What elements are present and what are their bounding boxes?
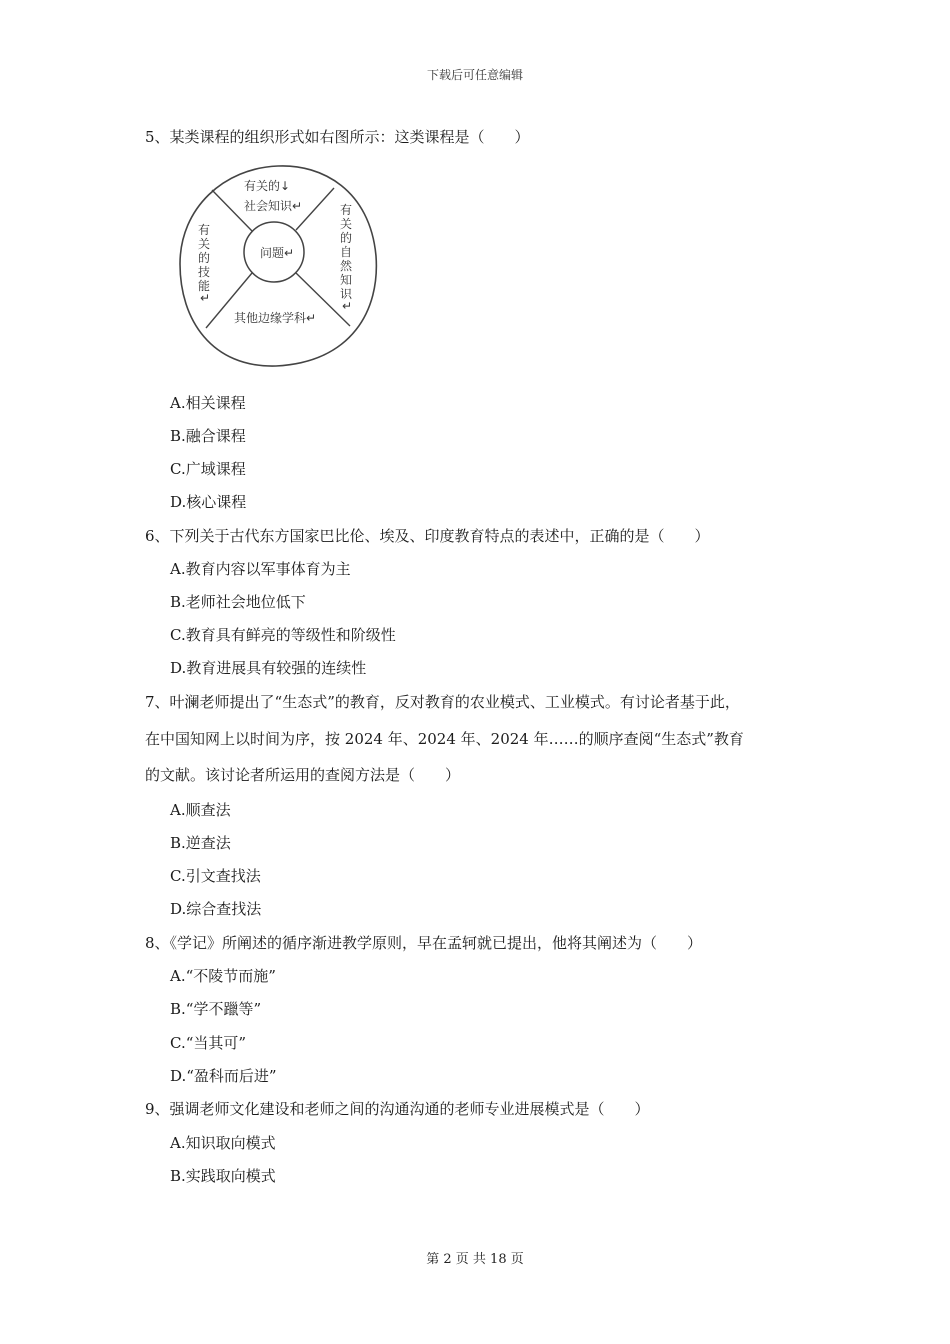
- diagram-top-label-line1: 有关的↓: [244, 179, 291, 193]
- diagram-left-char: 关: [198, 237, 211, 251]
- question-7-stem-line2: 在中国知网上以时间为序，按 2024 年、2024 年、2024 年……的顺序查阅“生态式”教育: [145, 730, 744, 748]
- option-8d: D.“盈科而后进”: [170, 1067, 277, 1085]
- option-8b: B.“学不躐等”: [170, 1000, 262, 1018]
- option-9b: B.实践取向模式: [170, 1167, 276, 1185]
- option-6c: C.教育具有鲜亮的等级性和阶级性: [170, 626, 396, 644]
- option-6d: D.教育进展具有较强的连续性: [170, 659, 367, 677]
- diagram-right-char: 然: [340, 259, 353, 273]
- diagram-left-char: 技: [198, 265, 211, 279]
- question-5-stem: 5、某类课程的组织形式如右图所示：这类课程是（ ）: [145, 128, 530, 146]
- option-5d: D.核心课程: [170, 493, 247, 511]
- diagram-right-char: 识: [340, 287, 353, 301]
- option-7d: D.综合查找法: [170, 900, 262, 918]
- option-7c: C.引文查找法: [170, 867, 261, 885]
- diagram-right-char: 的: [340, 231, 353, 245]
- diagram-right-char: 自: [340, 245, 353, 259]
- option-9a: A.知识取向模式: [170, 1134, 276, 1152]
- option-7a: A.顺查法: [170, 801, 231, 819]
- curriculum-organization-diagram: [172, 160, 384, 372]
- question-9-stem: 9、强调老师文化建设和老师之间的沟通沟通的老师专业进展模式是（ ）: [145, 1100, 650, 1118]
- question-6-stem: 6、下列关于古代东方国家巴比伦、埃及、印度教育特点的表述中，正确的是（ ）: [145, 527, 710, 545]
- diagram-center-label: 问题↵: [260, 246, 295, 260]
- option-6b: B.老师社会地位低下: [170, 593, 306, 611]
- diagram-right-char: 有: [340, 203, 353, 217]
- diagram-right-char: 关: [340, 217, 353, 231]
- option-6a: A.教育内容以军事体育为主: [170, 560, 351, 578]
- question-7-stem-line3: 的文献。该讨论者所运用的查阅方法是（ ）: [145, 766, 461, 784]
- option-5b: B.融合课程: [170, 427, 246, 445]
- diagram-left-char: 有: [198, 223, 211, 237]
- diagram-left-char: ↵: [200, 291, 211, 305]
- diagram-top-label-line2: 社会知识↵: [244, 199, 303, 213]
- diagram-bottom-label: 其他边缘学科↵: [234, 311, 317, 325]
- question-7-stem-line1: 7、叶澜老师提出了“生态式”的教育，反对教育的农业模式、工业模式。有讨论者基于此，: [145, 693, 740, 711]
- page-footer: 第 2 页 共 18 页: [426, 1252, 524, 1267]
- question-8-stem: 8、《学记》所阐述的循序渐进教学原则，早在孟轲就已提出，他将其阐述为（ ）: [145, 934, 703, 952]
- option-7b: B.逆查法: [170, 834, 231, 852]
- diagram-left-char: 的: [198, 251, 211, 265]
- diagram-right-char: ↵: [342, 299, 353, 313]
- option-8c: C.“当其可”: [170, 1034, 247, 1052]
- option-8a: A.“不陵节而施”: [170, 967, 276, 985]
- diagram-left-char: 能: [198, 279, 211, 293]
- option-5a: A.相关课程: [170, 394, 246, 412]
- option-5c: C.广域课程: [170, 460, 246, 478]
- diagram-right-char: 知: [340, 273, 353, 287]
- page-header: 下载后可任意编辑: [426, 68, 523, 82]
